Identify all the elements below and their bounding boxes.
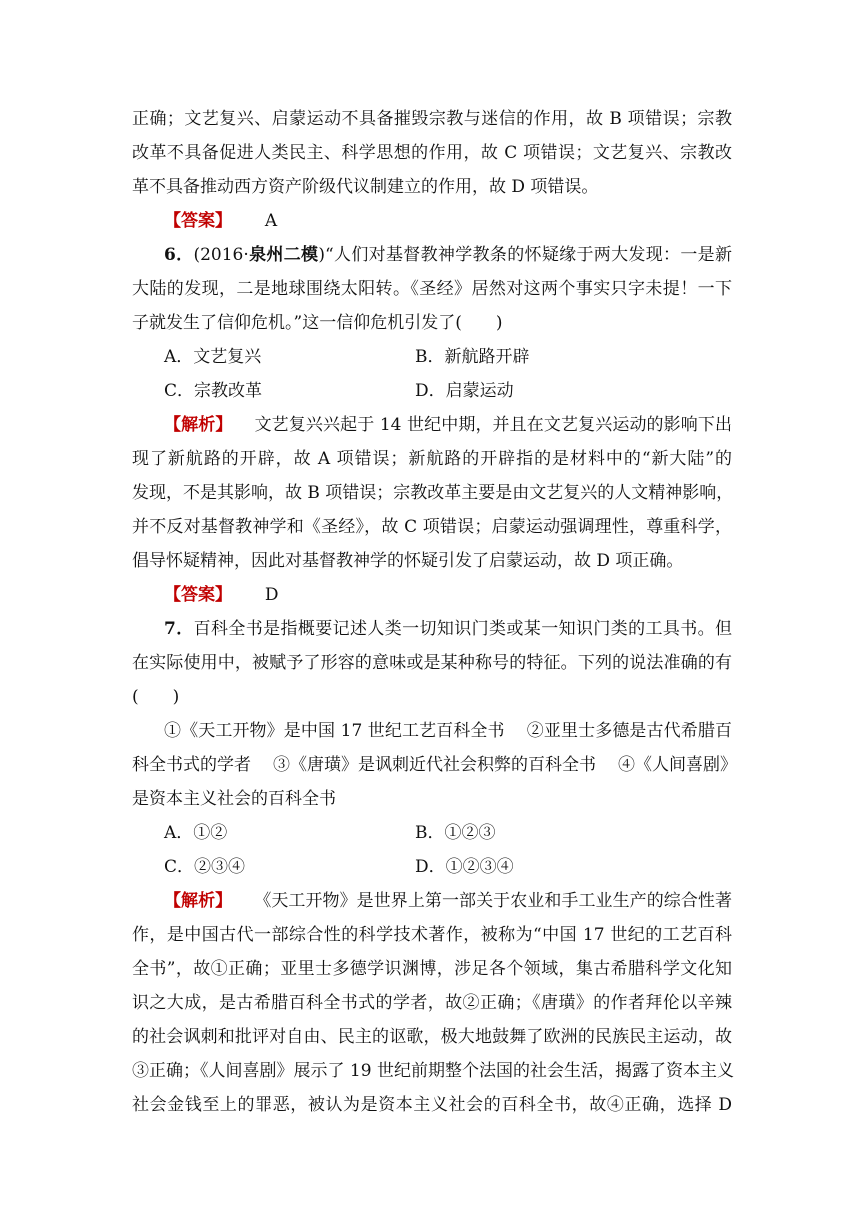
question-text: 百科全书是指概要记述人类一切知识门类或某一知识门类的工具书。但 — [193, 619, 732, 639]
statement-1: ①《天工开物》是中国 17 世纪工艺百科全书 — [164, 721, 505, 741]
option-a: A．①② — [164, 823, 228, 843]
analysis-line: ③正确；《人间喜剧》展示了 19 世纪前期整个法国的社会生活，揭露了资本主义 — [132, 1061, 734, 1081]
statement-2-cont: 科全书式的学者 — [132, 755, 251, 775]
statement-4: ④《人间喜剧》 — [618, 755, 737, 775]
question-7-line-1 — [164, 614, 732, 639]
option-c: C．②③④ — [164, 857, 246, 877]
answer-value: D — [264, 585, 279, 605]
analysis-line: 的社会讽刺和批评对自由、民主的讴歌，极大地鼓舞了欧洲的民族民主运动，故 — [132, 1027, 732, 1047]
question-text: “人们对基督教神学教条的怀疑缘于两大发现：一是新 — [325, 245, 732, 265]
analysis-text: 《天工开物》是世界上第一部关于农业和手工业生产的综合性著 — [254, 891, 732, 911]
answer-line — [164, 580, 732, 605]
question-7-line-2: 在实际使用中，被赋予了形容的意味或是某种称号的特征。下列的说法准确的有 — [132, 653, 732, 673]
question-6-line-3: 子就发生了信仰危机。”这一信仰危机引发了( ) — [132, 313, 503, 333]
question-source: 泉州二模 — [248, 245, 319, 265]
source-open: (2016· — [193, 245, 249, 265]
analysis-line-1 — [164, 886, 732, 911]
option-a: A．文艺复兴 — [164, 347, 262, 367]
answer-value: A — [264, 211, 278, 231]
option-d: D．启蒙运动 — [415, 381, 514, 401]
analysis-line: 倡导怀疑精神，因此对基督教神学的怀疑引发了启蒙运动，故 D 项正确。 — [132, 551, 684, 571]
text-line: 革不具备推动西方资产阶级代议制建立的作用，故 D 项错误。 — [132, 177, 599, 197]
statement-line-2 — [132, 750, 737, 775]
statement-2: ②亚里士多德是古代希腊百 — [526, 721, 732, 741]
statement-line-3: 是资本主义社会的百科全书 — [132, 789, 336, 809]
analysis-line: 现了新航路的开辟，故 A 项错误；新航路的开辟指的是材料中的“新大陆”的 — [132, 449, 732, 469]
text-line: 改革不具备促进人类民主、科学思想的作用，故 C 项错误；文艺复兴、宗教改 — [132, 143, 732, 163]
text-line: 正确；文艺复兴、启蒙运动不具备摧毁宗教与迷信的作用，故 B 项错误；宗教 — [132, 109, 732, 129]
question-6-line-1 — [164, 240, 732, 265]
answer-line — [164, 206, 732, 231]
question-number: 7． — [164, 619, 194, 639]
statement-3: ③《唐璜》是讽刺近代社会积弊的百科全书 — [273, 755, 596, 775]
analysis-line-1 — [164, 410, 732, 435]
analysis-line: 社会金钱至上的罪恶，被认为是资本主义社会的百科全书，故④正确，选择 D — [132, 1095, 732, 1115]
analysis-line: 识之大成，是古希腊百科全书式的学者，故②正确；《唐璜》的作者拜伦以辛辣 — [132, 993, 732, 1013]
analysis-line: 作，是中国古代一部综合性的科学技术著作，被称为“中国 17 世纪的工艺百科 — [132, 925, 732, 945]
option-b: B．①②③ — [415, 823, 496, 843]
question-7-line-3: ( ) — [132, 687, 180, 707]
analysis-line: 全书”，故①正确；亚里士多德学识渊博，涉足各个领域，集古希腊科学文化知 — [132, 959, 732, 979]
analysis-tag: 【解析】 — [164, 891, 233, 911]
analysis-tag: 【解析】 — [164, 415, 233, 435]
answer-tag: 【答案】 — [164, 585, 232, 605]
analysis-line: 并不反对基督教神学和《圣经》，故 C 项错误；启蒙运动强调理性，尊重科学， — [132, 517, 732, 537]
source-close: ) — [318, 245, 326, 265]
answer-tag: 【答案】 — [164, 211, 232, 231]
analysis-text: 文艺复兴兴起于 14 世纪中期，并且在文艺复兴运动的影响下出 — [254, 415, 732, 435]
option-c: C．宗教改革 — [164, 381, 263, 401]
question-number: 6． — [164, 245, 194, 265]
option-d: D．①②③④ — [415, 857, 514, 877]
question-6-line-2: 大陆的发现，二是地球围绕太阳转。《圣经》居然对这两个事实只字未提！一下 — [132, 279, 732, 299]
analysis-line: 发现，不是其影响，故 B 项错误；宗教改革主要是由文艺复兴的人文精神影响， — [132, 483, 734, 503]
option-b: B．新航路开辟 — [415, 347, 530, 367]
statement-line-1 — [164, 716, 732, 741]
